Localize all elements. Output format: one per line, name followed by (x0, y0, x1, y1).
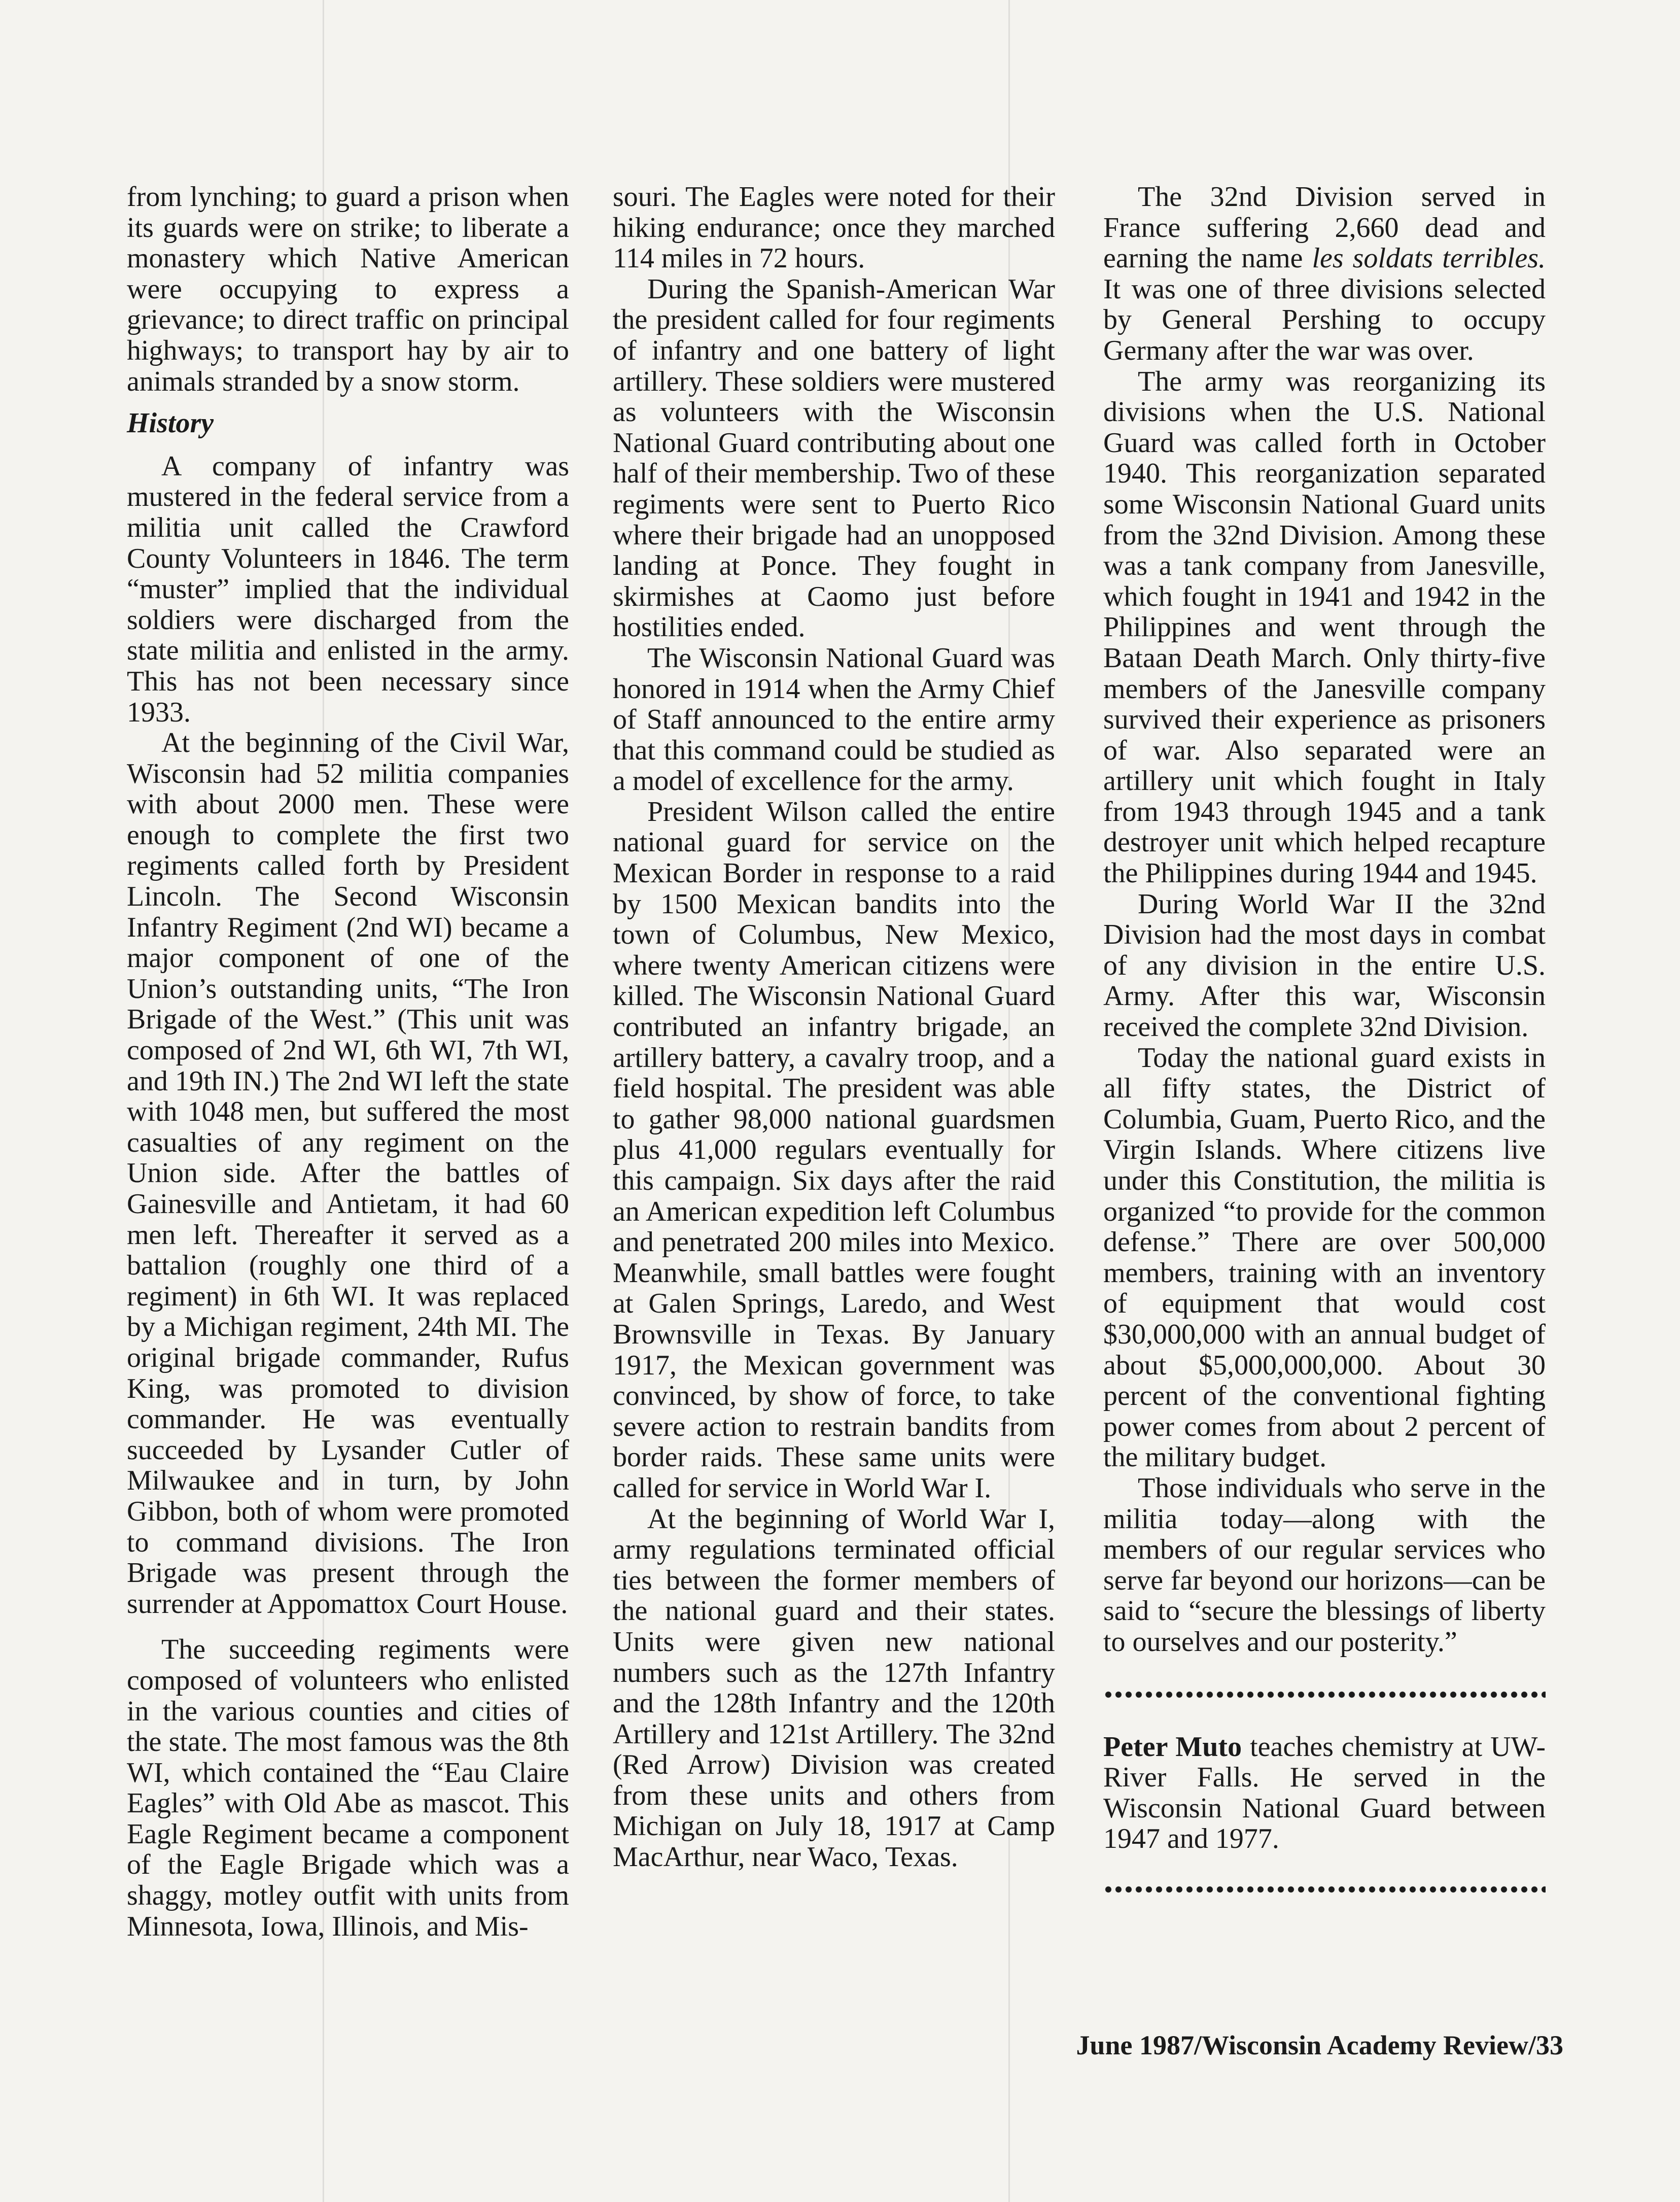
paragraph: souri. The Eagles were noted for their hiking endurance; once they marched 114 miles in 72 hours. (613, 181, 1055, 274)
page-footer: June 1987/Wisconsin Academy Review/33 (1076, 2030, 1563, 2060)
article-column-1 (127, 182, 569, 1942)
dotted-divider (1103, 1885, 1546, 1894)
paragraph: A company of infantry was mustered in the federal service from a militia unit called the Crawford County Volunteers in 1846. The term “muster” implied that the individual soldiers were discharged from the state militia and enlisted in the army. This has not been necessary since 1933. (127, 450, 569, 728)
section-heading: History (127, 407, 214, 439)
paragraph: During the Spanish-American War the president called for four regiments of infantry and one battery of light artillery. These soldiers were mustered as volunteers with the Wisconsin National Guard contributing about one half of their membership. Two of these regiments were sent to Puerto Rico where their brigade had an unopposed landing at Ponce. They fought in skirmishes at Caomo just before hostilities ended. (613, 273, 1055, 643)
paragraph: The succeeding regiments were composed of volunteers who enlisted in the various counties and cities of the state. The most famous was the 8th WI, which contained the “Eau Claire Eagles” with Old Abe as mascot. This Eagle Regiment became a component of the Eagle Brigade which was a shaggy, motley outfit with units from Minnesota, Iowa, Illinois, and Mis- (127, 1634, 569, 1942)
author-name: Peter Muto (1103, 1731, 1242, 1763)
paragraph: During World War II the 32nd Division had the most days in combat of any division in the entire U.S. Army. After this war, Wisconsin received the complete 32nd Division. (1103, 888, 1546, 1043)
italic-phrase: les soldats terribles. (1312, 243, 1546, 274)
article-column-3 (1103, 182, 1546, 1926)
paragraph: At the beginning of World War I, army regulations terminated official ties between the former members of the national guard and their states. Units were given new national numbers such as the 127th Infantry and the 128th Infantry and the 120th Artillery and 121st Artillery. The 32nd (Red Arrow) Division was created from these units and others from Michigan on July 18, 1917 at Camp MacArthur, near Waco, Texas. (613, 1503, 1055, 1873)
paragraph: Today the national guard exists in all fifty states, the District of Columbia, Guam, Puerto Rico, and the Virgin Islands. Where citizens live under this Constitution, the militia is organized “to provide for the common defense.” There are over 500,000 members, training with an inventory of equipment that would cost $30,000,000 with an annual budget of about $5,000,000,000. About 30 percent of the conventional fighting power comes from about 2 percent of the military budget. (1103, 1042, 1546, 1473)
author-bio-text: teaches chemistry at UW-River Falls. He served in the Wisconsin National Guard between 1947 and 1977. (1103, 1731, 1546, 1855)
paragraph: The army was reorganizing its divisions when the U.S. National Guard was called forth in October 1940. This reorganization separated some Wisconsin National Guard units from the 32nd Division. Among these was a tank company from Janesville, which fought in 1941 and 1942 in the Philippines and went through the Bataan Death March. Only thirty-five members of the Janesville company survived their experience as prisoners of war. Also separated were an artillery unit which fought in Italy from 1943 through 1945 and a tank destroyer unit which helped recapture the Philippines during 1944 and 1945. (1103, 365, 1546, 889)
article-column-2 (613, 182, 1055, 1873)
author-bio (1103, 1732, 1546, 1854)
paragraph: Those individuals who serve in the militia today—along with the members of our regular services who serve far beyond our horizons—can be said to “secure the blessings of liberty to ourselves and our posterity.” (1103, 1472, 1546, 1658)
paragraph: from lynching; to guard a prison when its guards were on strike; to liberate a monastery which Native American were occupying to express a grievance; to direct traffic on principal highways; to transport hay by air to animals stranded by a snow storm. (127, 181, 569, 397)
paragraph: At the beginning of the Civil War, Wisconsin had 52 militia companies with about 2000 men. These were enough to complete the first two regiments called forth by President Lincoln. The Second Wisconsin Infantry Regiment (2nd WI) became a major component of one of the Union’s outstanding units, “The Iron Brigade of the West.” (This unit was composed of 2nd WI, 6th WI, 7th WI, and 19th IN.) The 2nd WI left the state with 1048 men, but suffered the most casualties of any regiment on the Union side. After the battles of Gainesville and Antietam, it had 60 men left. Thereafter it served as a battalion (roughly one third of a regiment) in 6th WI. It was replaced by a Michigan regiment, 24th MI. The original brigade commander, Rufus King, was promoted to division commander. He was eventually succeeded by Lysander Cutler of Milwaukee and in turn, by John Gibbon, both of whom were promoted to command divisions. The Iron Brigade was present through the surrender at Appomattox Court House. (127, 727, 569, 1620)
paragraph: The Wisconsin National Guard was honored in 1914 when the Army Chief of Staff announced to the entire army that this command could be studied as a model of excellence for the army. (613, 642, 1055, 797)
paragraph: President Wilson called the entire national guard for service on the Mexican Border in response to a raid by 1500 Mexican bandits into the town of Columbus, New Mexico, where twenty American citizens were killed. The Wisconsin National Guard contributed an infantry brigade, an artillery battery, a cavalry troop, and a field hospital. The president was able to gather 98,000 national guardsmen plus 41,000 regulars eventually for this campaign. Six days after the raid an American expedition left Columbus and penetrated 200 miles into Mexico. Meanwhile, small battles were fought at Galen Springs, Laredo, and West Brownsville in Texas. By January 1917, the Mexican government was convinced, by show of force, to take severe action to restrain bandits from border raids. These same units were called for service in World War I. (613, 796, 1055, 1504)
paragraph (1103, 182, 1546, 366)
paragraph-text: It was one of three divisions selected by General Pershing to occupy Germany after the war was over. (1103, 273, 1546, 366)
paragraph-text: The 32nd Division served in France suffering 2,660 dead and earning the name (1103, 181, 1546, 274)
dotted-divider (1103, 1690, 1546, 1699)
